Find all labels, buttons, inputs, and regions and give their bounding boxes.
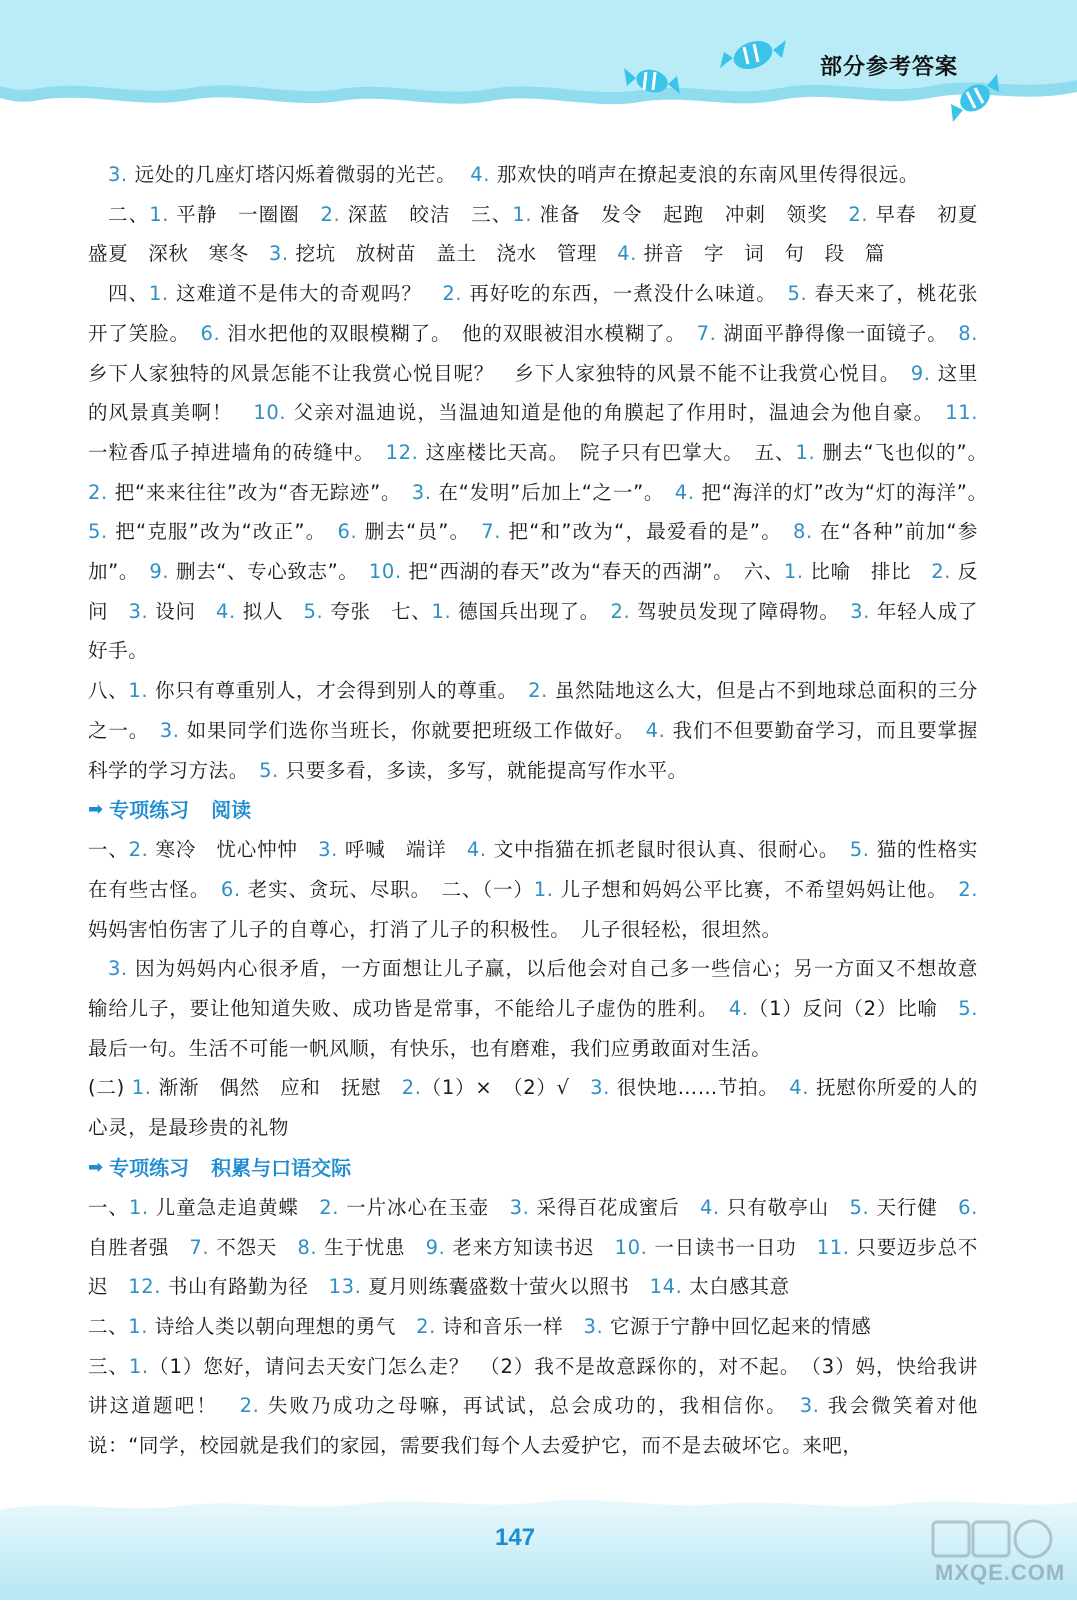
answer-content	[88, 155, 999, 1466]
answer-paragraph: 3. 远处的几座灯塔闪烁着微弱的光芒。 4. 那欢快的哨声在撩起麦浪的东南风里传得很远。	[108, 163, 919, 186]
watermark-text: MXQE.COM	[935, 1560, 1066, 1585]
watermark-emblem-icon	[915, 1514, 1065, 1564]
section-topic: 积累与口语交际	[211, 1155, 352, 1180]
section-label: 专项练习	[109, 798, 190, 823]
answer-paragraph: 一、1. 儿童急走追黄蝶 2. 一片冰心在玉壶 3. 采得百花成蜜后 4. 只有敬亭山 5. 天行健 6. 自胜者强 7. 不怨天 8. 生于忧患 9. 老来方知读书迟 10. 一日读书一日功 11. 只要迈步总不迟 12. 书山有路勤为径 13. 夏月则练囊盛数十萤火以照书 14. 太白感其意	[88, 1195, 978, 1299]
page-number: 147	[495, 1524, 536, 1551]
answer-paragraph: 三、1.（1）您好，请问去天安门怎么走？ （2）我不是故意踩你的，对不起。 （3）妈，快给我讲讲这道题吧！ 2. 失败乃成功之母嘛，再试试，总会成功的，我相信你。 3. 我会微笑着对他说：“同学，校园就是我们的家园，需要我们每个人去爱护它，而不是去破坏它。来吧，	[88, 1354, 979, 1458]
section-topic: 阅读	[211, 798, 252, 823]
candy-icon	[622, 60, 682, 102]
answer-paragraph: 二、1. 诗给人类以朝向理想的勇气 2. 诗和音乐一样 3. 它源于宁静中回忆起来的情感	[88, 1314, 872, 1338]
arrow-right-icon: ➡	[88, 1156, 104, 1178]
answer-paragraph: 二、1. 平静 一圈圈 2. 深蓝 皎洁 三、1. 准备 发令 起跑 冲刺 领奖 2. 早春 初夏 盛夏 深秋 寒冬 3. 挖坑 放树苗 盖土 浇水 管理 4. 拼音 字 词 句 段 篇	[88, 202, 999, 266]
answer-paragraph: (二) 1. 渐渐 偶然 应和 抚慰 2.（1）× （2）√ 3. 很快地……节拍。 4. 抚慰你所爱的人的心灵，是最珍贵的礼物	[88, 1076, 978, 1140]
section-heading	[88, 1148, 978, 1188]
section-heading	[88, 790, 978, 830]
page-header-title: 部分参考答案	[820, 55, 959, 80]
section-label: 专项练习	[109, 1155, 190, 1180]
watermark-logo	[915, 1514, 1065, 1594]
answer-paragraph: 一、2. 寒冷 忧心忡忡 3. 呼喊 端详 4. 文中指猫在抓老鼠时很认真、很耐心。 5. 猫的性格实在有些古怪。 6. 老实、贪玩、尽职。 二、（一）1. 儿子想和妈妈公平比赛，不希望妈妈让他。 2. 妈妈害怕伤害了儿子的自尊心，打消了儿子的积极性。 儿子很轻松，很坦然。	[88, 838, 978, 941]
arrow-right-icon: ➡	[88, 799, 104, 821]
answer-paragraph: 四、1. 这难道不是伟大的奇观吗？ 2. 再好吃的东西，一煮没什么味道。 5. 春天来了，桃花张开了笑脸。 6. 泪水把他的双眼模糊了。 他的双眼被泪水模糊了。 7. 湖面平静得像一面镜子。 8. 乡下人家独特的风景怎能不让我赏心悦目呢？ 乡下人家独特的风景不能不让我赏心悦目。 9. 这里的风景真美啊！ 10. 父亲对温迪说，当温迪知道是他的角膜起了作用时，温迪会为他自豪。 11. 一粒香瓜子掉进墙角的砖缝中。 12. 这座楼比天高。 院子只有巴掌大。 五、1. 删去“飞也似的”。 2. 把“来来往往”改为“杳无踪迹”。 3. 在“发明”后加上“之一”。 4. 把“海洋的灯”改为“灯的海洋”。 5. 把“克服”改为“改正”。 6. 删去“员”。 7. 把“和”改为“，最爱看的是”。 8. 在“各种”前加“参加”。 9. 删去“、专心致志”。 10. 把“西湖的春天”改为“春天的西湖”。 六、1. 比喻 排比 2. 反问 3. 设问 4. 拟人 5. 夸张 七、1. 德国兵出现了。 2. 驾驶员发现了障碍物。 3. 年轻人成了好手。	[88, 282, 999, 663]
header-band	[0, 0, 1077, 125]
candy-icon	[718, 30, 788, 80]
answer-paragraph: 八、1. 你只有尊重别人，才会得到别人的尊重。 2. 虽然陆地这么大，但是占不到地球总面积的三分之一。 3. 如果同学们选你当班长，你就要把班级工作做好。 4. 我们不但要勤奋学习，而且要掌握科学的学习方法。 5. 只要多看，多读，多写，就能提高写作水平。	[88, 679, 978, 782]
answer-paragraph: 3. 因为妈妈内心很矛盾，一方面想让儿子赢，以后他会对自己多一些信心；另一方面又不想故意输给儿子，要让他知道失败、成功皆是常事，不能给儿子虚伪的胜利。 4.（1）反问（2）比喻 5. 最后一句。生活不可能一帆风顺，有快乐，也有磨难，我们应勇敢面对生活。	[88, 957, 978, 1060]
